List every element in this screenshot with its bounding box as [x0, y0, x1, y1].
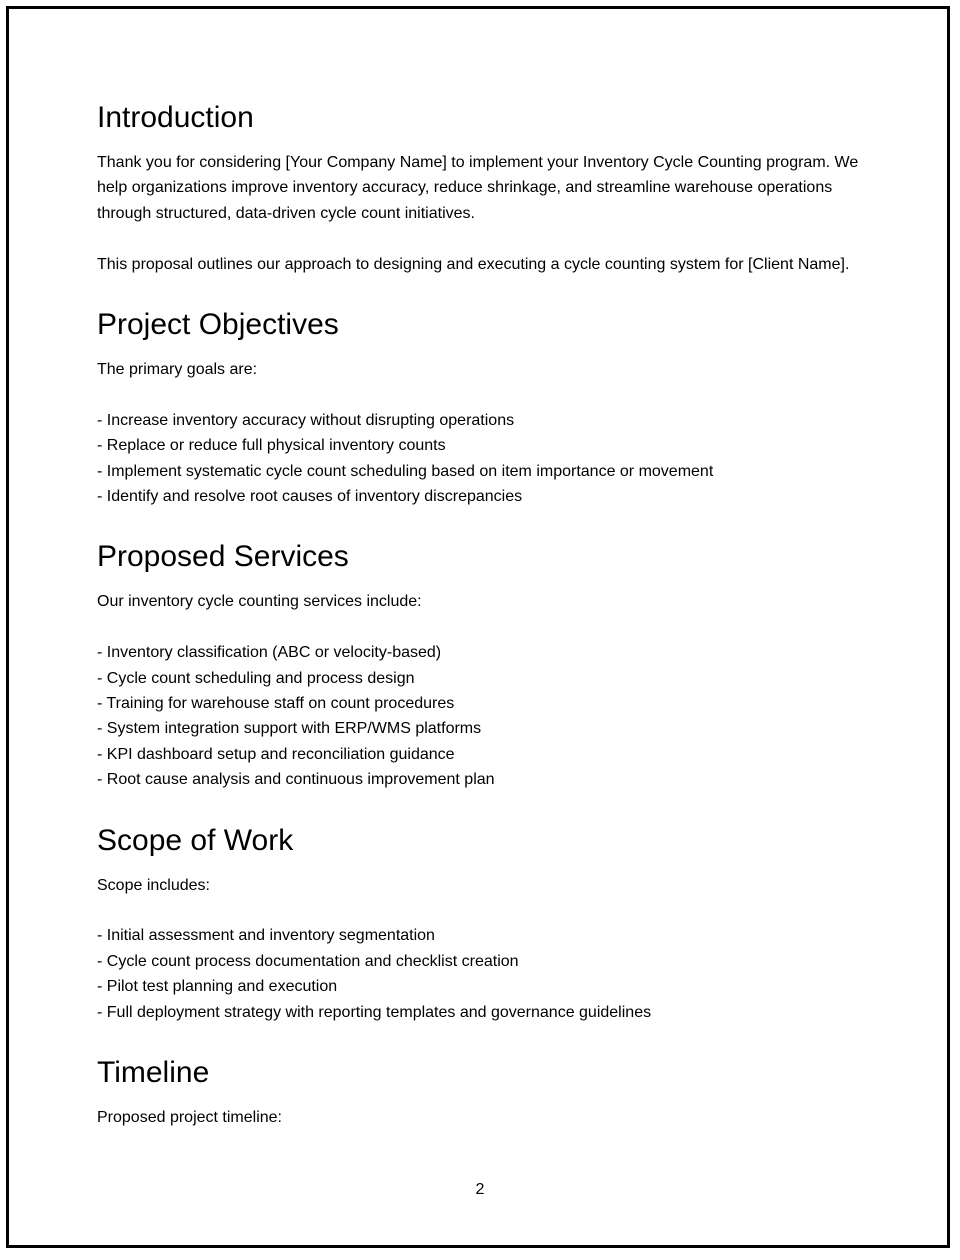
list-item: - System integration support with ERP/WMS platforms: [97, 720, 482, 738]
section-heading: Introduction: [97, 101, 254, 134]
list-item: - KPI dashboard setup and reconciliation guidance: [97, 745, 455, 763]
section-intro: Our inventory cycle counting services include:: [97, 593, 422, 611]
list-item: - Implement systematic cycle count scheduling based on item importance or movement: [97, 462, 714, 480]
section-heading: Scope of Work: [97, 823, 294, 857]
list-item: - Root cause analysis and continuous improvement plan: [97, 771, 495, 789]
list-item: - Inventory classification (ABC or velocity-based): [97, 644, 442, 662]
section-heading: Proposed Services: [97, 540, 349, 574]
list-item: - Pilot test planning and execution: [97, 978, 338, 996]
bullet-list: [97, 408, 887, 510]
bullet-list: [97, 640, 887, 792]
section-heading: Timeline: [97, 1056, 210, 1090]
paragraph: This proposal outlines our approach to designing and executing a cycle counting system for [Client Name].: [97, 255, 850, 273]
list-item: - Cycle count scheduling and process design: [97, 669, 415, 687]
section-timeline: [97, 1053, 887, 1130]
bullet-list: [97, 923, 887, 1025]
list-item: - Identify and resolve root causes of inventory discrepancies: [97, 488, 523, 506]
section-intro: Proposed project timeline:: [97, 1109, 282, 1127]
section-project-objectives: [97, 305, 887, 509]
document-body: [97, 98, 887, 1159]
section-intro: The primary goals are:: [97, 361, 258, 379]
section-introduction: [97, 98, 887, 277]
list-item: - Full deployment strategy with reporting templates and governance guidelines: [97, 1003, 652, 1021]
section-intro: Scope includes:: [97, 876, 210, 894]
section-scope-of-work: [97, 821, 887, 1025]
list-item: - Training for warehouse staff on count procedures: [97, 695, 455, 713]
section-proposed-services: [97, 537, 887, 792]
page-number: 2: [475, 1181, 485, 1198]
paragraph: Thank you for considering [Your Company Name] to implement your Inventory Cycle Counting program. We help organizations improve inventory accuracy, reduce shrinkage, and streamline warehouse operations through structured, data-driven cycle count initiatives.: [97, 154, 859, 222]
list-item: - Cycle count process documentation and checklist creation: [97, 952, 519, 970]
section-heading: Project Objectives: [97, 308, 339, 342]
list-item: - Initial assessment and inventory segmentation: [97, 927, 435, 945]
list-item: - Increase inventory accuracy without disrupting operations: [97, 411, 515, 429]
list-item: - Replace or reduce full physical inventory counts: [97, 437, 446, 455]
